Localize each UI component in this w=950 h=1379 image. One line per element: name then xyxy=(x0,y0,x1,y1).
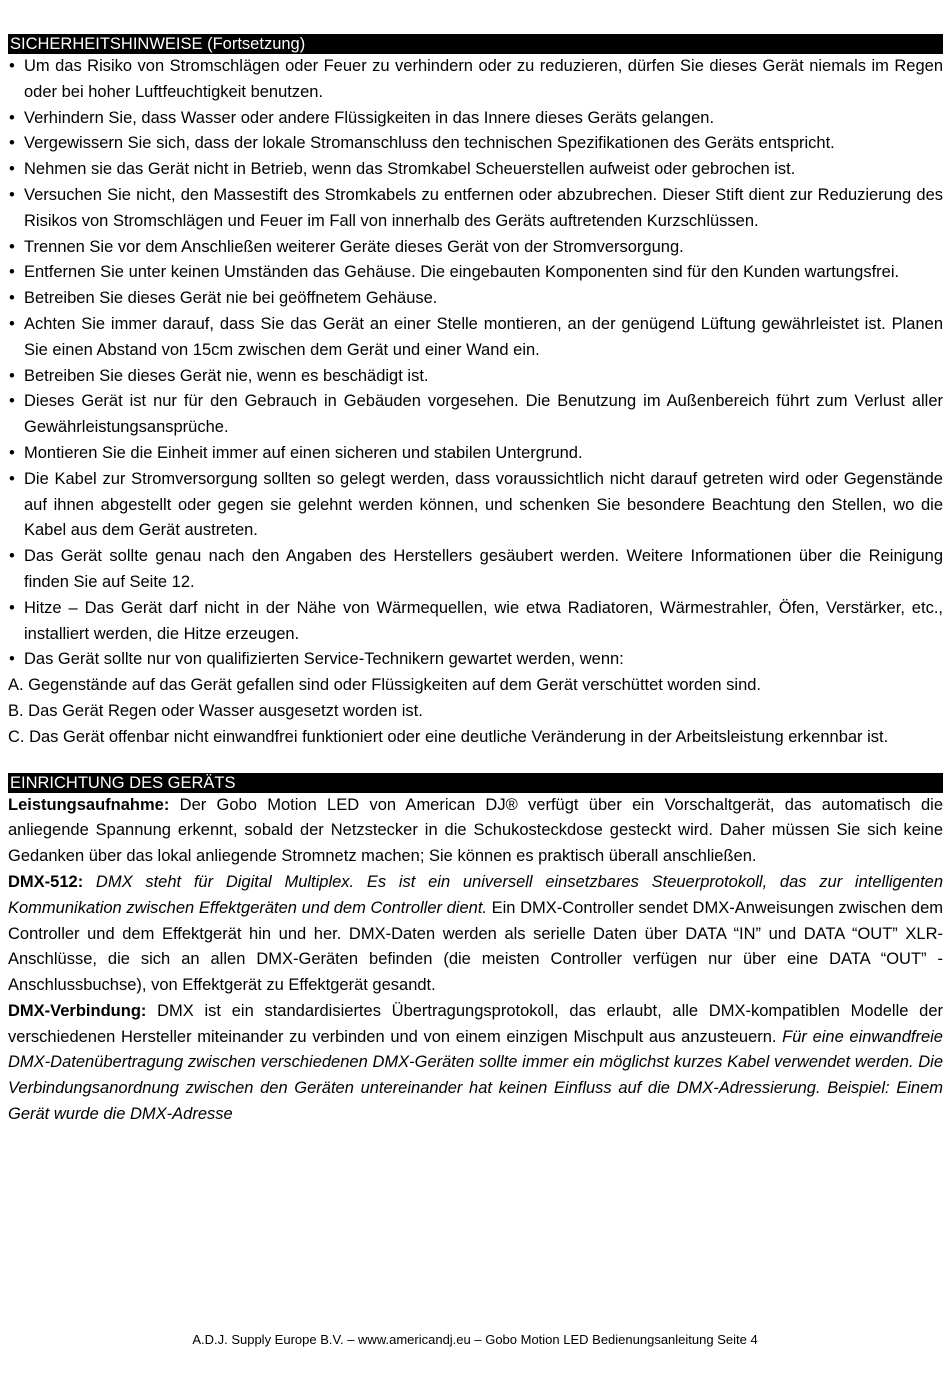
lettered-item-c: C. Das Gerät offenbar nicht einwandfrei funktioniert oder eine deutliche Veränderung in der Arbeitsleistung erkennbar ist. xyxy=(8,727,889,746)
document-page xyxy=(8,34,943,1128)
list-item: • Hitze – Das Gerät darf nicht in der Nähe von Wärmequellen, wie etwa Radiatoren, Wärmestrahler, Öfen, Verstärker, etc., installiert werden, die Hitze erzeugen. xyxy=(8,596,943,648)
safety-bullet-list xyxy=(8,54,943,673)
list-item: • Das Gerät sollte nur von qualifizierten Service-Technikern gewartet werden, wenn: xyxy=(8,647,943,673)
list-item: • Entfernen Sie unter keinen Umständen das Gehäuse. Die eingebauten Komponenten sind für den Kunden wartungsfrei. xyxy=(8,260,943,286)
list-item: • Achten Sie immer darauf, dass Sie das Gerät an einer Stelle montieren, an der genügend Lüftung gewährleistet ist. Planen Sie einen Abstand von 15cm zwischen dem Gerät und einer Wand ein. xyxy=(8,312,943,364)
paragraph-italic-text: DMX steht für Digital Multiplex. Es ist ein universell einsetzbares Steuerprotokoll, das zur intelligenten Kommunikation zwischen Effektgeräten und dem Controller dient. xyxy=(8,872,943,917)
lettered-item-a: A. Gegenstände auf das Gerät gefallen sind oder Flüssigkeiten auf dem Gerät verschüttet worden sind. xyxy=(8,676,762,695)
paragraph-label: DMX-512: xyxy=(8,872,84,891)
paragraph-dmx-connection xyxy=(8,999,943,1128)
paragraph-label: DMX-Verbindung: xyxy=(8,1001,147,1020)
section-heading-setup: EINRICHTUNG DES GERÄTS xyxy=(8,773,943,793)
list-item: • Trennen Sie vor dem Anschließen weiterer Geräte dieses Gerät von der Stromversorgung. xyxy=(8,235,943,261)
paragraph-dmx512 xyxy=(8,870,943,999)
list-item: • Betreiben Sie dieses Gerät nie bei geöffnetem Gehäuse. xyxy=(8,286,943,312)
list-item: • Dieses Gerät ist nur für den Gebrauch in Gebäuden vorgesehen. Die Benutzung im Außenbereich führt zum Verlust aller Gewährleistungsansprüche. xyxy=(8,389,943,441)
lettered-item-b: B. Das Gerät Regen oder Wasser ausgesetzt worden ist. xyxy=(8,701,423,720)
list-item: • Vergewissern Sie sich, dass der lokale Stromanschluss den technischen Spezifikationen des Geräts entspricht. xyxy=(8,131,943,157)
paragraph-text: Ein DMX-Controller sendet DMX-Anweisungen zwischen dem Controller und dem Effektgerät hin und her. DMX-Daten werden als serielle Daten über DATA “IN” und DATA “OUT” XLR-Anschlüsse, die sich an allen DMX-Geräten befinden (die meisten Controller verfügen nur über eine DATA “OUT” - Anschlussbuchse), von Effektgerät zu Effektgerät gesandt. xyxy=(8,898,943,995)
list-item: • Nehmen sie das Gerät nicht in Betrieb, wenn das Stromkabel Scheuerstellen aufweist oder gebrochen ist. xyxy=(8,157,943,183)
paragraph-label: Leistungsaufnahme: xyxy=(8,795,170,814)
list-item: • Das Gerät sollte genau nach den Angaben des Herstellers gesäubert werden. Weitere Informationen über die Reinigung finden Sie auf Seite 12. xyxy=(8,544,943,596)
list-item: • Montieren Sie die Einheit immer auf einen sicheren und stabilen Untergrund. xyxy=(8,441,943,467)
list-item: • Verhindern Sie, dass Wasser oder andere Flüssigkeiten in das Innere dieses Geräts gelangen. xyxy=(8,106,943,132)
list-item: • Die Kabel zur Stromversorgung sollten so gelegt werden, dass voraussichtlich nicht darauf getreten wird oder Gegenstände auf ihnen abgestellt oder gegen sie gelehnt werden können, und schenken Sie besondere Beachtung den Stellen, wo die Kabel aus dem Gerät austreten. xyxy=(8,467,943,544)
paragraph-power xyxy=(8,793,943,870)
paragraph-text: DMX ist ein standardisiertes Übertragungsprotokoll, das erlaubt, alle DMX-kompatiblen Modelle der verschiedenen Hersteller miteinander zu verbinden und von einem einzigen Mischpult aus anzusteuern. xyxy=(8,1001,943,1046)
list-item: • Betreiben Sie dieses Gerät nie, wenn es beschädigt ist. xyxy=(8,364,943,390)
section-heading-safety: SICHERHEITSHINWEISE (Fortsetzung) xyxy=(8,34,943,54)
paragraph-italic-text: Für eine einwandfreie DMX-Datenübertragung zwischen verschiedenen DMX-Geräten sollte immer ein möglichst kurzes Kabel verwendet werden. Die Verbindungsanordnung zwischen den Geräten untereinander hat keinen Einfluss auf die DMX-Adressierung. Beispiel: Einem Gerät wurde die DMX-Adresse xyxy=(8,1027,943,1124)
page-footer: A.D.J. Supply Europe B.V. – www.americandj.eu – Gobo Motion LED Bedienungsanleitung Seite 4 xyxy=(192,1332,758,1347)
paragraph-text: Der Gobo Motion LED von American DJ® verfügt über ein Vorschaltgerät, das automatisch die anliegende Spannung erkennt, sobald der Netzstecker in die Schukosteckdose gesteckt wird. Daher müssen Sie sich keine Gedanken über das lokal anliegende Stromnetz machen; Sie können es praktisch überall anschließen. xyxy=(8,795,943,866)
list-item: • Versuchen Sie nicht, den Massestift des Stromkabels zu entfernen oder abzubrechen. Dieser Stift dient zur Reduzierung des Risikos von Stromschlägen und Feuer im Fall von innerhalb des Geräts auftretenden Kurzschlüssen. xyxy=(8,183,943,235)
list-item: • Um das Risiko von Stromschlägen oder Feuer zu verhindern oder zu reduzieren, dürfen Sie dieses Gerät niemals im Regen oder bei hoher Luftfeuchtigkeit benutzen. xyxy=(8,54,943,106)
